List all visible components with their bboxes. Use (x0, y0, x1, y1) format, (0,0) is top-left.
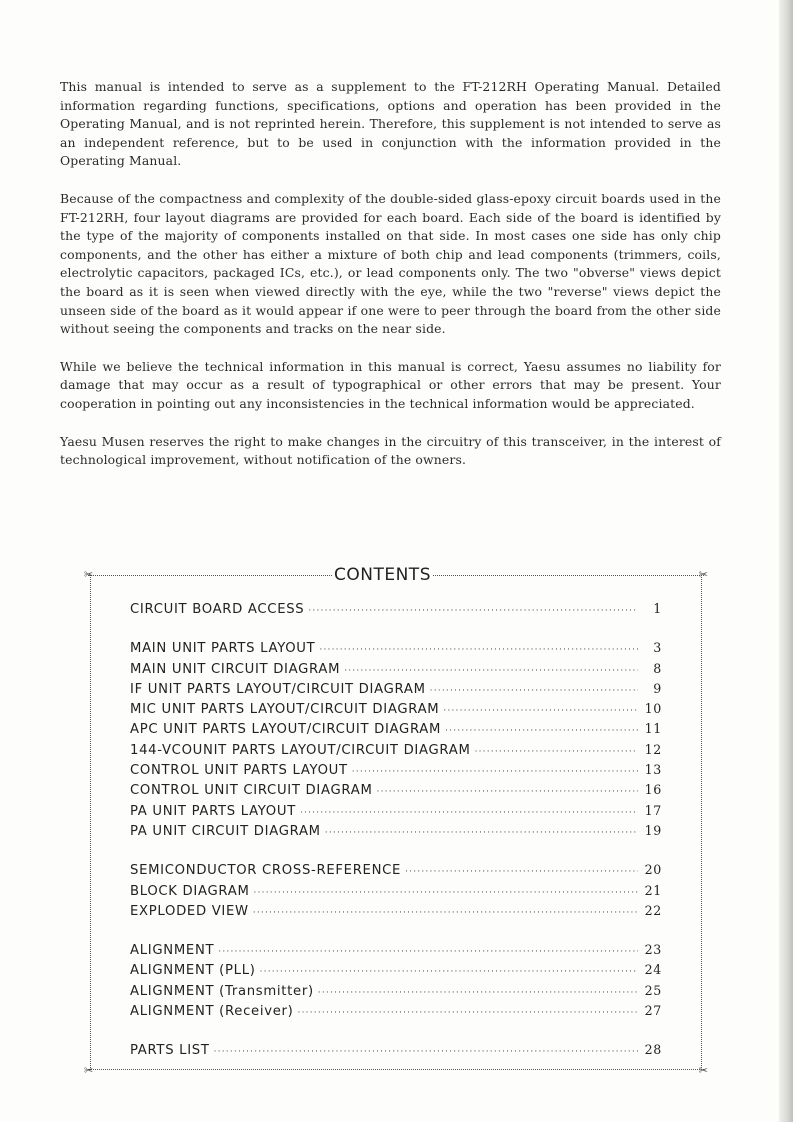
toc-entry-page: 27 (644, 1003, 662, 1019)
toc-entry (130, 881, 662, 901)
contents-border-left (90, 575, 91, 1070)
toc-entry (130, 1001, 662, 1021)
toc-leader-dots (344, 661, 638, 681)
toc-group-gap (130, 619, 662, 638)
toc-entry-label: CIRCUIT BOARD ACCESS (130, 602, 305, 617)
toc-entry (130, 960, 662, 980)
toc-entry (130, 801, 662, 821)
toc-entry-page: 28 (644, 1042, 662, 1058)
toc-entry (130, 1040, 662, 1060)
toc-entry (130, 599, 662, 619)
toc-entry-page: 13 (644, 762, 662, 778)
toc-entry (130, 699, 662, 719)
toc-entry-label: MIC UNIT PARTS LAYOUT/CIRCUIT DIAGRAM (130, 702, 440, 718)
toc-entry-label: APC UNIT PARTS LAYOUT/CIRCUIT DIAGRAM (130, 722, 442, 738)
toc-leader-dots (254, 883, 638, 903)
toc-leader-dots (253, 903, 638, 923)
toc-leader-dots (298, 1003, 638, 1023)
toc-entry (130, 780, 662, 800)
toc-entry (130, 679, 662, 699)
toc-entry (130, 860, 662, 880)
toc-entry-page: 9 (653, 680, 662, 696)
toc-entry-label: ALIGNMENT (Receiver) (130, 1004, 294, 1020)
scissors-icon: ✂ (84, 568, 94, 581)
toc-entry (130, 638, 662, 658)
page-edge (779, 0, 793, 1122)
toc-entry-page: 23 (644, 942, 662, 958)
scissors-icon: ✂ (698, 1064, 708, 1077)
toc-entry-page: 24 (644, 962, 662, 978)
toc-leader-dots (377, 782, 638, 802)
toc-entry-label: SEMICONDUCTOR CROSS-REFERENCE (130, 863, 402, 879)
toc-entry-page: 1 (653, 601, 662, 616)
table-of-contents (130, 599, 662, 1061)
toc-leader-dots (443, 701, 638, 721)
intro-text (60, 78, 721, 489)
toc-entry-label: CONTROL UNIT PARTS LAYOUT (130, 763, 348, 779)
toc-leader-dots (475, 742, 638, 762)
contents-border-bottom (88, 1069, 704, 1070)
toc-leader-dots (260, 962, 638, 982)
paragraph-intro: This manual is intended to serve as a supplement to the FT-212RH Operating Manual. Detailed information regarding functions, specifications, options and operation has been provided in the Operating Manual, and is not reprinted herein. Therefore, this supplement is not intended to serve as an independent reference, but to be used in conjunction with the information provided in the Operating Manual. (60, 79, 721, 169)
toc-entry (130, 760, 662, 780)
toc-leader-dots (214, 1042, 638, 1062)
toc-group-gap (130, 921, 662, 940)
toc-entry-label: EXPLODED VIEW (130, 903, 249, 919)
toc-entry-page: 10 (644, 701, 662, 717)
paragraph-liability: While we believe the technical information in this manual is correct, Yaesu assumes no liability for damage that may occur as a result of typographical or other errors that may be present. Your cooperation in pointing out any inconsistencies in the technical information would be appreciated. (60, 358, 721, 411)
contents-border-right (701, 575, 702, 1070)
toc-entry-label: PA UNIT PARTS LAYOUT (130, 803, 296, 819)
toc-entry-page: 8 (653, 660, 662, 676)
toc-entry-label: MAIN UNIT PARTS LAYOUT (130, 641, 316, 657)
toc-entry-page: 16 (644, 782, 662, 798)
toc-entry-page: 19 (644, 822, 662, 838)
toc-entry (130, 940, 662, 960)
toc-entry-label: MAIN UNIT CIRCUIT DIAGRAM (130, 661, 341, 677)
toc-entry (130, 981, 662, 1001)
toc-leader-dots (218, 942, 638, 962)
toc-entry-page: 17 (644, 802, 662, 818)
toc-entry (130, 740, 662, 760)
toc-entry-label: 144-VCOUNIT PARTS LAYOUT/CIRCUIT DIAGRAM (130, 742, 471, 758)
toc-entry (130, 821, 662, 841)
toc-entry-page: 25 (644, 982, 662, 998)
toc-entry-label: CONTROL UNIT CIRCUIT DIAGRAM (130, 783, 373, 799)
toc-group-gap (130, 841, 662, 860)
toc-entry-page: 22 (644, 902, 662, 918)
scissors-icon: ✂ (698, 568, 708, 581)
toc-entry-label: ALIGNMENT (PLL) (130, 963, 256, 979)
toc-entry-label: PA UNIT CIRCUIT DIAGRAM (130, 823, 321, 839)
toc-leader-dots (319, 640, 638, 660)
toc-leader-dots (445, 721, 638, 741)
toc-entry (130, 659, 662, 679)
toc-entry-page: 21 (644, 882, 662, 898)
paragraph-changes: Yaesu Musen reserves the right to make changes in the circuitry of this transceiver, in the interest of technological improvement, without notification of the owners. (60, 433, 721, 468)
toc-entry-label: IF UNIT PARTS LAYOUT/CIRCUIT DIAGRAM (130, 681, 426, 697)
scissors-icon: ✂ (84, 1064, 94, 1077)
toc-entry-page: 20 (644, 862, 662, 878)
toc-entry-page: 12 (644, 741, 662, 757)
toc-entry-label: ALIGNMENT (130, 943, 215, 959)
toc-entry (130, 719, 662, 739)
contents-box (84, 565, 708, 1077)
toc-leader-dots (308, 601, 638, 621)
toc-leader-dots (300, 803, 638, 823)
toc-leader-dots (325, 823, 638, 843)
toc-entry-page: 3 (653, 640, 662, 656)
toc-entry (130, 901, 662, 921)
toc-entry-label: BLOCK DIAGRAM (130, 883, 250, 899)
toc-entry-page: 11 (644, 721, 662, 737)
toc-entry-label: PARTS LIST (130, 1043, 210, 1059)
toc-leader-dots (352, 762, 638, 782)
toc-leader-dots (405, 862, 638, 882)
toc-leader-dots (318, 983, 638, 1003)
toc-group-gap (130, 1021, 662, 1040)
toc-entry-label: ALIGNMENT (Transmitter) (130, 983, 314, 999)
contents-title: CONTENTS (334, 565, 431, 585)
toc-leader-dots (430, 681, 638, 701)
paragraph-layout-diagrams: Because of the compactness and complexity of the double-sided glass-epoxy circuit boards used in the FT-212RH, four layout diagrams are provided for each board. Each side of the board is identified by the type of the majority of components installed on that side. In most cases one side has only chip components, and the other has either a mixture of both chip and lead components (trimmers, coils, electrolytic capacitors, packaged ICs, etc.), or lead components only. The two "obverse" views depict the board as it is seen when viewed directly with the eye, while the two "reverse" views depict the unseen side of the board as it would appear if one were to peer through the board from the other side without seeing the components and tracks on the near side. (60, 190, 721, 337)
